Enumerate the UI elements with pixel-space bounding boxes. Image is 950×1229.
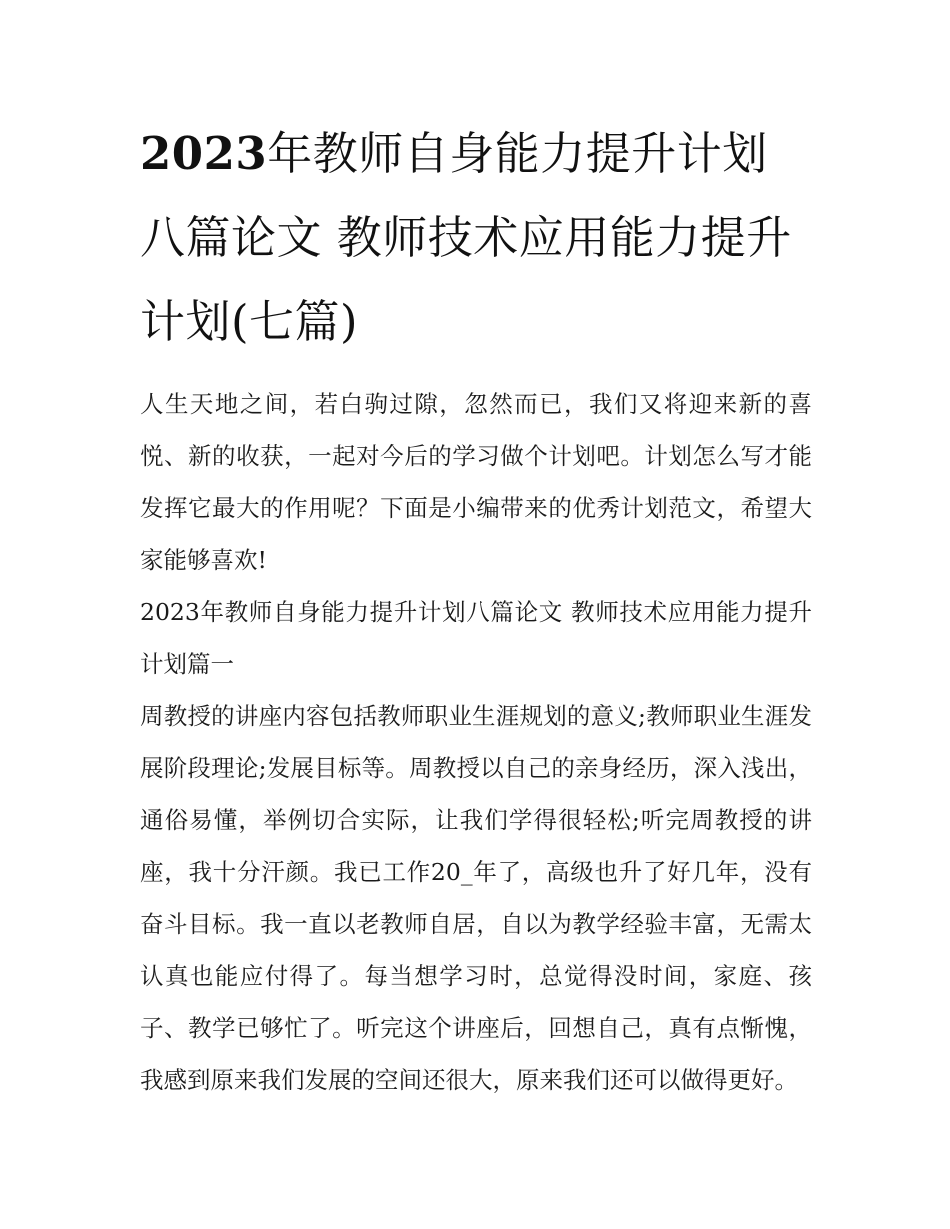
document-title: [140, 112, 812, 364]
intro-paragraph: 人生天地之间，若白驹过隙，忽然而已，我们又将迎来新的喜悦、新的收获，一起对今后的学习做个计划吧。计划怎么写才能发挥它最大的作用呢？下面是小编带来的优秀计划范文，希望大家能够喜欢!: [140, 390, 812, 574]
title-text: 年教师自身能力提升计划八篇论文 教师技术应用能力提升计划(七篇): [140, 127, 792, 348]
document-page: [140, 112, 812, 1106]
body-paragraph: 周教授的讲座内容包括教师职业生涯规划的意义;教师职业生涯发展阶段理论;发展目标等。周教授以自己的亲身经历，深入浅出，通俗易懂，举例切合实际，让我们学得很轻松;听完周教授的讲座，我十分汗颜。我已工作20_年了，高级也升了好几年，没有奋斗目标。我一直以老教师自居，自以为教学经验丰富，无需太认真也能应付得了。每当想学习时，总觉得没时间，家庭、孩子、教学已够忙了。听完这个讲座后，回想自己，真有点惭愧，我感到原来我们发展的空间还很大，原来我们还可以做得更好。: [140, 702, 812, 1094]
section-heading: 2023年教师自身能力提升计划八篇论文 教师技术应用能力提升计划篇一: [140, 598, 812, 678]
title-year: 2023: [140, 127, 268, 180]
